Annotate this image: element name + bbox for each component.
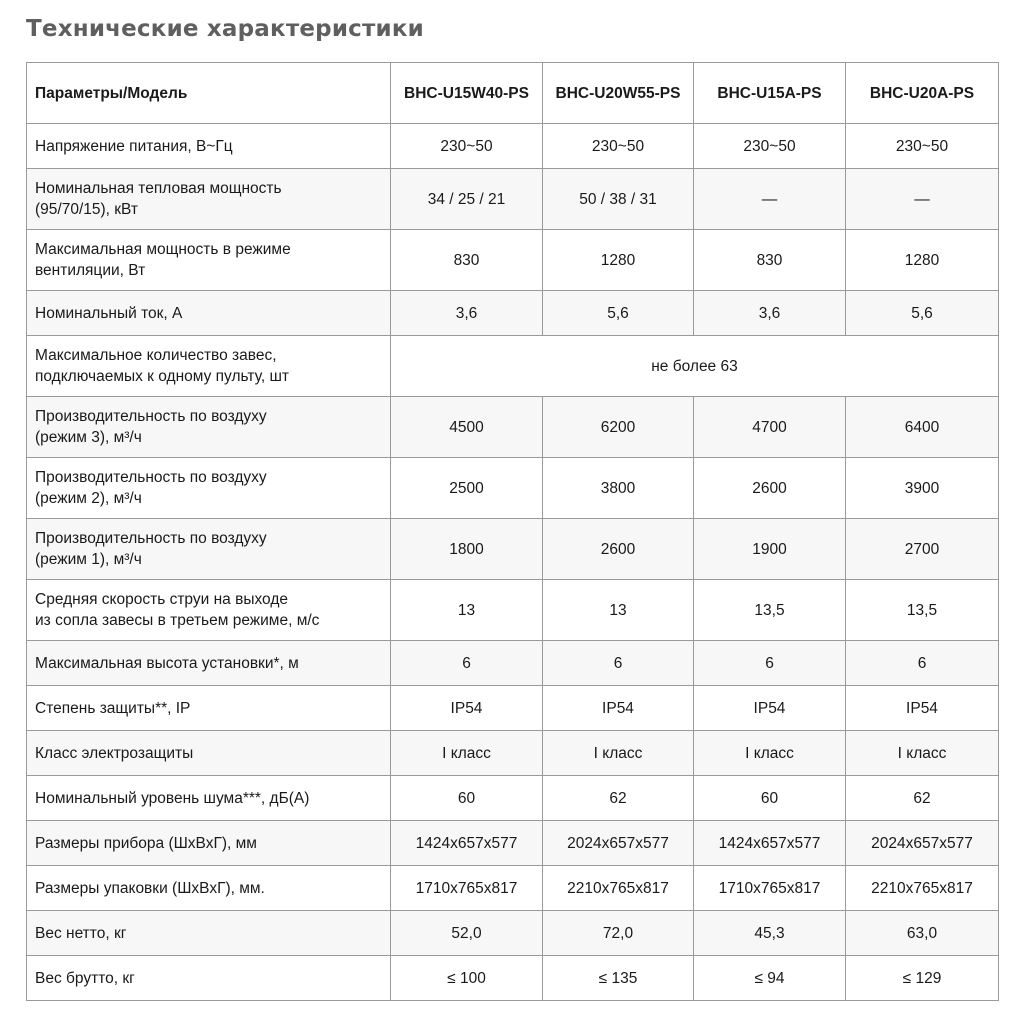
row-param-label: Класс электрозащиты (27, 731, 391, 776)
row-value: 34 / 25 / 21 (391, 169, 543, 230)
row-param-label: Максимальная высота установки*, м (27, 641, 391, 686)
row-merged-value: не более 63 (391, 336, 999, 397)
table-row (27, 336, 999, 397)
table-row (27, 911, 999, 956)
row-value: 4700 (694, 397, 846, 458)
row-value: 3900 (846, 458, 999, 519)
row-value: 13,5 (694, 580, 846, 641)
table-header-row (27, 63, 999, 124)
table-row (27, 458, 999, 519)
row-value: 6 (846, 641, 999, 686)
row-param-label: Номинальный уровень шума***, дБ(А) (27, 776, 391, 821)
row-value: 1280 (846, 230, 999, 291)
row-value: 60 (391, 776, 543, 821)
table-row (27, 291, 999, 336)
row-value: 6400 (846, 397, 999, 458)
row-value: IP54 (694, 686, 846, 731)
row-param-label: Номинальный ток, А (27, 291, 391, 336)
row-value: 4500 (391, 397, 543, 458)
row-value: 1710x765x817 (391, 866, 543, 911)
table-row (27, 821, 999, 866)
row-param-label: Номинальная тепловая мощность (95/70/15), кВт (27, 169, 391, 230)
row-value: 3,6 (694, 291, 846, 336)
row-value: 3800 (543, 458, 694, 519)
row-value: ≤ 94 (694, 956, 846, 1001)
row-value: 2600 (543, 519, 694, 580)
row-param-label: Производительность по воздуху (режим 3), м³/ч (27, 397, 391, 458)
row-value: I класс (543, 731, 694, 776)
table-row (27, 866, 999, 911)
row-value: 5,6 (846, 291, 999, 336)
table-row (27, 519, 999, 580)
row-param-label: Максимальное количество завес, подключаемых к одному пульту, шт (27, 336, 391, 397)
table-row (27, 731, 999, 776)
row-param-label: Размеры прибора (ШхВхГ), мм (27, 821, 391, 866)
row-value: 6200 (543, 397, 694, 458)
row-value: 230~50 (694, 124, 846, 169)
specs-table (26, 62, 999, 1001)
row-value: 830 (391, 230, 543, 291)
row-param-label: Производительность по воздуху (режим 2), м³/ч (27, 458, 391, 519)
row-value: 2600 (694, 458, 846, 519)
row-value: 52,0 (391, 911, 543, 956)
row-value: 830 (694, 230, 846, 291)
table-row (27, 776, 999, 821)
table-row (27, 124, 999, 169)
row-value: I класс (846, 731, 999, 776)
header-model: BHC-U20A-PS (846, 63, 999, 124)
row-value: 1800 (391, 519, 543, 580)
row-value: I класс (694, 731, 846, 776)
row-value: 50 / 38 / 31 (543, 169, 694, 230)
row-value: 2500 (391, 458, 543, 519)
row-value: 3,6 (391, 291, 543, 336)
row-value: 230~50 (543, 124, 694, 169)
row-value: 1280 (543, 230, 694, 291)
row-value: 1900 (694, 519, 846, 580)
row-value: 13 (543, 580, 694, 641)
header-model: BHC-U15W40-PS (391, 63, 543, 124)
row-value: — (846, 169, 999, 230)
row-value: 230~50 (391, 124, 543, 169)
row-value: 72,0 (543, 911, 694, 956)
row-param-label: Максимальная мощность в режиме вентиляции, Вт (27, 230, 391, 291)
row-value: I класс (391, 731, 543, 776)
row-value: IP54 (846, 686, 999, 731)
row-value: 2024x657x577 (543, 821, 694, 866)
row-value: 45,3 (694, 911, 846, 956)
row-param-label: Производительность по воздуху (режим 1), м³/ч (27, 519, 391, 580)
row-value: ≤ 100 (391, 956, 543, 1001)
row-value: ≤ 129 (846, 956, 999, 1001)
table-body (27, 124, 999, 1001)
table-row (27, 230, 999, 291)
row-param-label: Степень защиты**, IP (27, 686, 391, 731)
row-value: ≤ 135 (543, 956, 694, 1001)
row-param-label: Вес нетто, кг (27, 911, 391, 956)
table-row (27, 169, 999, 230)
row-value: 6 (543, 641, 694, 686)
row-value: 1424x657x577 (391, 821, 543, 866)
row-value: 2700 (846, 519, 999, 580)
row-param-label: Средняя скорость струи на выходе из сопла завесы в третьем режиме, м/с (27, 580, 391, 641)
row-value: — (694, 169, 846, 230)
table-row (27, 397, 999, 458)
row-value: 5,6 (543, 291, 694, 336)
row-param-label: Вес брутто, кг (27, 956, 391, 1001)
row-value: 63,0 (846, 911, 999, 956)
row-value: 62 (543, 776, 694, 821)
row-value: IP54 (391, 686, 543, 731)
row-param-label: Напряжение питания, В~Гц (27, 124, 391, 169)
row-param-label: Размеры упаковки (ШхВхГ), мм. (27, 866, 391, 911)
table-row (27, 580, 999, 641)
row-value: 1424x657x577 (694, 821, 846, 866)
header-model: BHC-U20W55-PS (543, 63, 694, 124)
table-row (27, 686, 999, 731)
row-value: 2024x657x577 (846, 821, 999, 866)
row-value: 230~50 (846, 124, 999, 169)
table-row (27, 956, 999, 1001)
row-value: 13 (391, 580, 543, 641)
row-value: 62 (846, 776, 999, 821)
row-value: 60 (694, 776, 846, 821)
row-value: 6 (391, 641, 543, 686)
row-value: 2210x765x817 (846, 866, 999, 911)
header-model: BHC-U15A-PS (694, 63, 846, 124)
page-title: Технические характеристики (26, 16, 424, 42)
row-value: 13,5 (846, 580, 999, 641)
row-value: 2210x765x817 (543, 866, 694, 911)
row-value: 1710x765x817 (694, 866, 846, 911)
row-value: 6 (694, 641, 846, 686)
header-param: Параметры/Модель (27, 63, 391, 124)
table-row (27, 641, 999, 686)
row-value: IP54 (543, 686, 694, 731)
